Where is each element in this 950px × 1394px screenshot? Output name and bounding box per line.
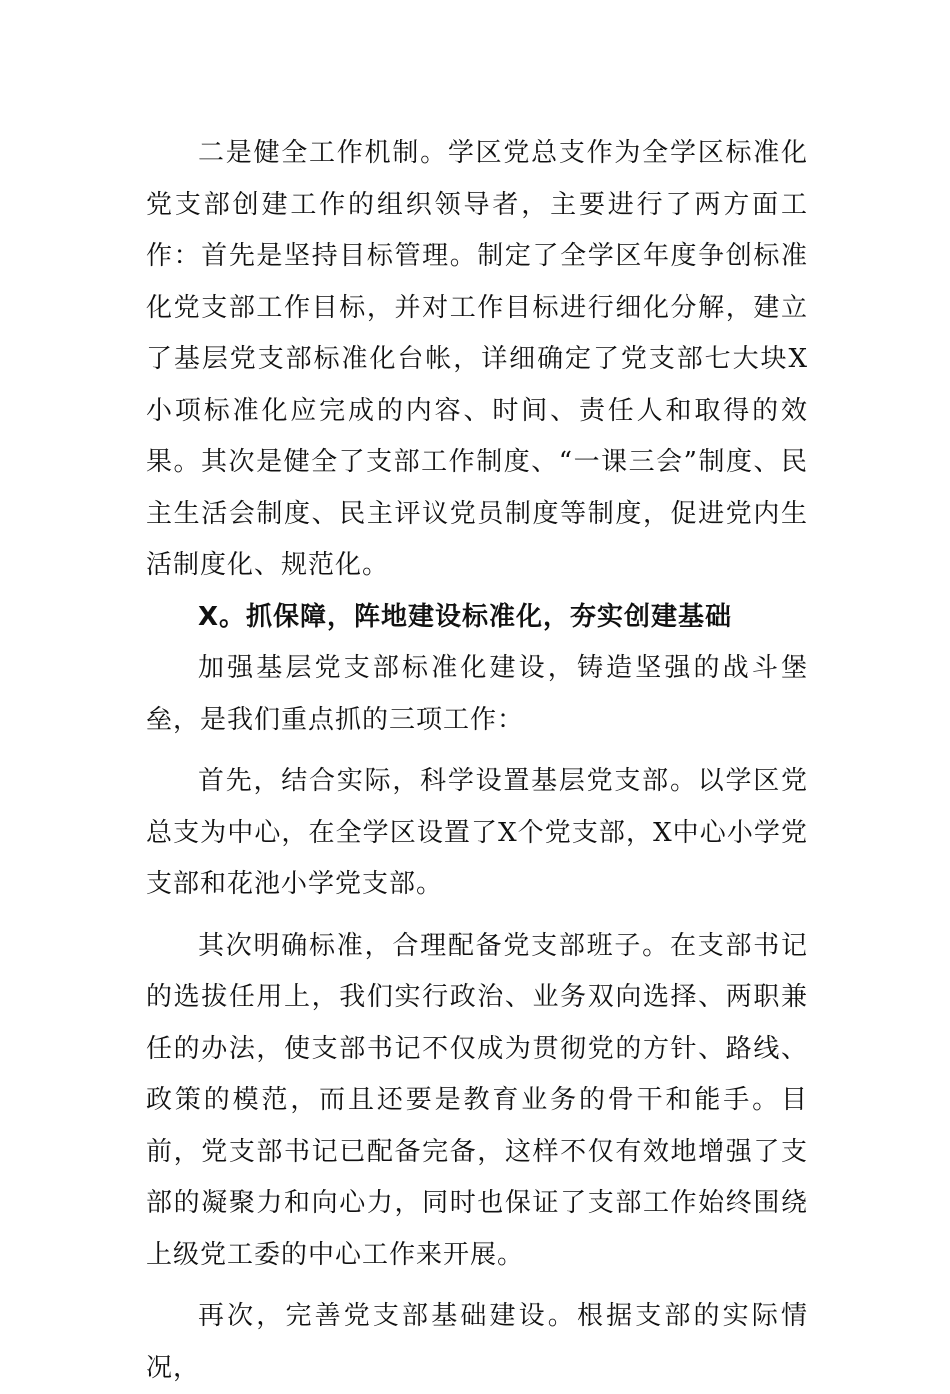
paragraph-first-setup-branches: 首先，结合实际，科学设置基层党支部。以学区党总支为中心，在全学区设置了X个党支部，X中心小学党支部和花池小学党支部。 [146, 766, 808, 899]
paragraph-second-staffing: 其次明确标准，合理配备党支部班子。在支部书记的选拔任用上，我们实行政治、业务双向选择、两职兼任的办法，使支部书记不仅成为贯彻党的方针、路线、政策的模范，而且还要是教育业务的骨干和能手。目前，党支部书记已配备完备，这样不仅有效地增强了支部的凝聚力和向心力，同时也保证了支部工作始终围绕上级党工委的中心工作来开展。 [146, 930, 808, 1270]
paragraph-third-infrastructure: 再次，完善党支部基础建设。根据支部的实际情况， [146, 1301, 808, 1383]
paragraph-intro-three-tasks: 加强基层党支部标准化建设，铸造坚强的战斗堡垒，是我们重点抓的三项工作： [146, 653, 808, 735]
section-heading-guarantee: X。抓保障，阵地建设标准化，夯实创建基础 [198, 601, 733, 632]
document-body [146, 128, 808, 1394]
paragraph-work-mechanism: 二是健全工作机制。学区党总支作为全学区标准化党支部创建工作的组织领导者，主要进行了两方面工作：首先是坚持目标管理。制定了全学区年度争创标准化党支部工作目标，并对工作目标进行细化分解，建立了基层党支部标准化台帐，详细确定了党支部七大块X小项标准化应完成的内容、时间、责任人和取得的效果。其次是健全了支部工作制度、“一课三会”制度、民主生活会制度、民主评议党员制度等制度，促进党内生活制度化、规范化。 [146, 138, 808, 580]
